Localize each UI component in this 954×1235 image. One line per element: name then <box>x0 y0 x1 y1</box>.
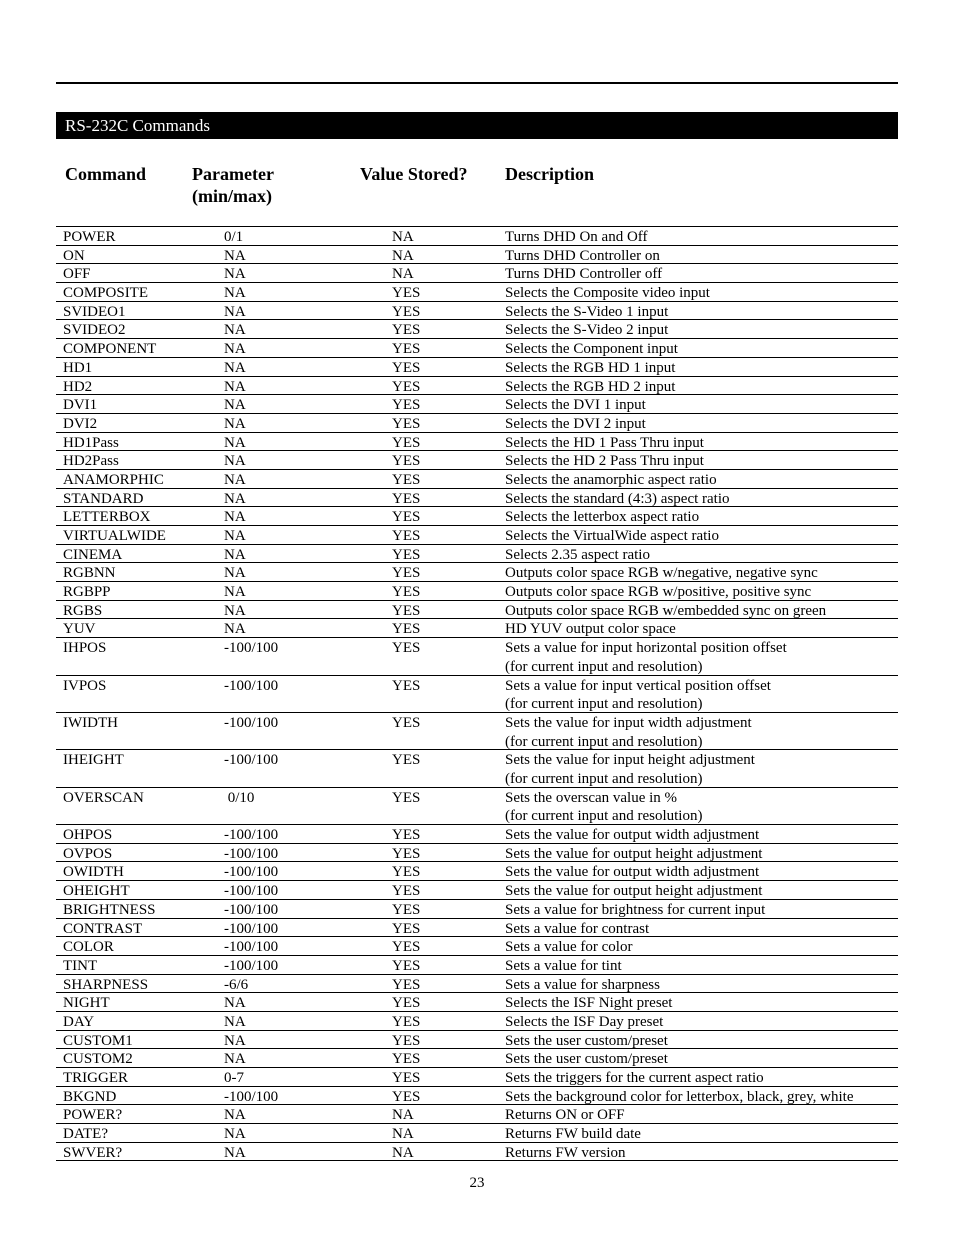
command-cell: IHEIGHT <box>63 752 124 769</box>
header-parameter-line1: Parameter <box>192 164 274 184</box>
description-cell: Sets the triggers for the current aspect ratio <box>505 1070 764 1087</box>
table-row <box>56 339 898 358</box>
value-stored-cell: YES <box>392 471 421 488</box>
description-cell: Returns FW version <box>505 1144 626 1161</box>
description-cell: Selects the Composite video input <box>505 285 710 302</box>
description-cell: Sets the user custom/preset <box>505 1051 668 1068</box>
parameter-cell: NA <box>224 397 246 414</box>
command-cell: SVIDEO1 <box>63 303 126 320</box>
table-row <box>56 302 898 321</box>
description-cell: Outputs color space RGB w/embedded sync on green <box>505 602 827 619</box>
table-row <box>56 750 898 787</box>
description-line2: (for current input and resolution) <box>505 733 703 750</box>
header-value-stored: Value Stored? <box>360 164 468 184</box>
table-row <box>56 433 898 452</box>
parameter-cell: NA <box>224 621 246 638</box>
parameter-cell: NA <box>224 1032 246 1049</box>
description-cell: Selects the letterbox aspect ratio <box>505 509 700 526</box>
value-stored-cell: YES <box>392 920 421 937</box>
parameter-cell: NA <box>224 528 246 544</box>
description-cell: Sets a value for color <box>505 939 633 956</box>
table-row <box>56 862 898 881</box>
value-stored-cell: YES <box>392 752 421 769</box>
description-cell: Sets the value for output width adjustment <box>505 864 760 881</box>
table-row <box>56 545 898 564</box>
description-line1: Sets a value for input vertical position offset <box>505 677 771 694</box>
table-row <box>56 1068 898 1087</box>
header-parameter <box>192 163 274 207</box>
command-cell: HD2Pass <box>63 453 119 470</box>
command-cell: RGBNN <box>63 565 116 582</box>
description-cell: Sets the user custom/preset <box>505 1032 668 1049</box>
description-cell <box>505 789 702 826</box>
value-stored-cell: YES <box>392 415 421 432</box>
table-row <box>56 582 898 601</box>
parameter-cell: NA <box>224 247 246 264</box>
table-row <box>56 526 898 545</box>
command-cell: OWIDTH <box>63 864 124 881</box>
header-parameter-line2: (min/max) <box>192 186 272 206</box>
description-cell: Sets a value for sharpness <box>505 976 660 993</box>
command-cell: BKGND <box>63 1088 117 1105</box>
description-cell: Selects the RGB HD 2 input <box>505 378 676 395</box>
table-row <box>56 395 898 414</box>
command-cell: POWER <box>63 229 116 245</box>
table-row <box>56 638 898 675</box>
value-stored-cell: YES <box>392 359 421 376</box>
top-rule <box>56 82 898 84</box>
value-stored-cell: YES <box>392 490 421 507</box>
table-row <box>56 825 898 844</box>
parameter-cell: 0/10 <box>224 789 255 806</box>
parameter-cell: NA <box>224 1144 246 1161</box>
value-stored-cell: YES <box>392 883 421 900</box>
parameter-cell: NA <box>224 434 246 451</box>
description-cell: Turns DHD Controller off <box>505 266 663 283</box>
table-row <box>56 320 898 339</box>
parameter-cell: -100/100 <box>224 957 279 974</box>
command-cell: SVIDEO2 <box>63 322 126 339</box>
description-cell: Sets a value for tint <box>505 957 622 974</box>
description-line1: Sets the value for input width adjustment <box>505 714 752 731</box>
description-cell: Returns ON or OFF <box>505 1107 625 1124</box>
parameter-cell: NA <box>224 471 246 488</box>
command-cell: HD2 <box>63 378 93 395</box>
header-command: Command <box>65 164 147 184</box>
command-cell: VIRTUALWIDE <box>63 528 166 544</box>
value-stored-cell: YES <box>392 397 421 414</box>
value-stored-cell: YES <box>392 827 421 844</box>
value-stored-cell: YES <box>392 602 421 619</box>
parameter-cell: -100/100 <box>224 714 279 731</box>
value-stored-cell: YES <box>392 677 421 694</box>
table-row <box>56 956 898 975</box>
parameter-cell: NA <box>224 1126 246 1143</box>
value-stored-cell: YES <box>392 341 421 358</box>
table-row <box>56 451 898 470</box>
command-cell: COLOR <box>63 939 114 956</box>
description-cell: HD YUV output color space <box>505 621 676 638</box>
description-cell: Selects the VirtualWide aspect ratio <box>505 528 719 544</box>
parameter-cell: -100/100 <box>224 864 279 881</box>
parameter-cell: NA <box>224 378 246 395</box>
parameter-cell: -100/100 <box>224 677 279 694</box>
value-stored-cell: YES <box>392 939 421 956</box>
parameter-cell: 0-7 <box>224 1070 244 1087</box>
value-stored-cell: YES <box>392 1051 421 1068</box>
header-description: Description <box>505 164 594 184</box>
value-stored-cell: YES <box>392 285 421 302</box>
description-cell: Turns DHD Controller on <box>505 247 660 264</box>
table-row <box>56 1105 898 1124</box>
parameter-cell: NA <box>224 303 246 320</box>
command-cell: COMPONENT <box>63 341 157 358</box>
parameter-cell: NA <box>224 359 246 376</box>
command-cell: COMPOSITE <box>63 285 149 302</box>
parameter-cell: NA <box>224 602 246 619</box>
table-row <box>56 470 898 489</box>
table-row <box>56 619 898 638</box>
command-cell: RGBPP <box>63 584 111 601</box>
description-cell: Outputs color space RGB w/negative, negative sync <box>505 565 818 582</box>
description-line2: (for current input and resolution) <box>505 658 703 675</box>
table-row <box>56 601 898 620</box>
command-cell: IVPOS <box>63 677 107 694</box>
description-line2: (for current input and resolution) <box>505 696 703 713</box>
table-row <box>56 414 898 433</box>
command-cell: SHARPNESS <box>63 976 149 993</box>
command-cell: CUSTOM2 <box>63 1051 133 1068</box>
description-cell: Turns DHD On and Off <box>505 229 648 245</box>
parameter-cell: NA <box>224 285 246 302</box>
description-cell: Selects the DVI 2 input <box>505 415 646 432</box>
parameter-cell: -6/6 <box>224 976 249 993</box>
command-cell: HD1 <box>63 359 93 376</box>
parameter-cell: NA <box>224 584 246 601</box>
parameter-cell: 0/1 <box>224 229 244 245</box>
table-row <box>56 1124 898 1143</box>
command-cell: ON <box>63 247 85 264</box>
description-cell <box>505 714 752 751</box>
table-row <box>56 1031 898 1050</box>
description-cell: Selects the HD 2 Pass Thru input <box>505 453 704 470</box>
description-cell: Selects the Component input <box>505 341 678 358</box>
command-cell: DVI1 <box>63 397 98 414</box>
section-title-bar: RS-232C Commands <box>56 112 898 139</box>
value-stored-cell: YES <box>392 453 421 470</box>
parameter-cell: -100/100 <box>224 939 279 956</box>
description-cell: Selects the ISF Night preset <box>505 995 673 1012</box>
value-stored-cell: YES <box>392 565 421 582</box>
table-row <box>56 246 898 265</box>
value-stored-cell: NA <box>392 1107 414 1124</box>
table-row <box>56 676 898 713</box>
value-stored-cell: NA <box>392 1126 414 1143</box>
value-stored-cell: YES <box>392 995 421 1012</box>
table-row <box>56 975 898 994</box>
parameter-cell: -100/100 <box>224 845 279 862</box>
table-row <box>56 1049 898 1068</box>
command-table <box>56 227 898 1161</box>
description-cell: Outputs color space RGB w/positive, positive sync <box>505 584 812 601</box>
table-row <box>56 919 898 938</box>
description-line1: Sets a value for input horizontal position offset <box>505 640 787 657</box>
description-cell <box>505 639 787 676</box>
command-cell: DVI2 <box>63 415 98 432</box>
table-row <box>56 358 898 377</box>
value-stored-cell: YES <box>392 1070 421 1087</box>
table-row <box>56 788 898 825</box>
parameter-cell: -100/100 <box>224 640 279 657</box>
value-stored-cell: YES <box>392 303 421 320</box>
value-stored-cell: YES <box>392 864 421 881</box>
parameter-cell: -100/100 <box>224 883 279 900</box>
command-cell: OVERSCAN <box>63 789 144 806</box>
parameter-cell: -100/100 <box>224 901 279 918</box>
table-row <box>56 1087 898 1106</box>
description-cell: Selects the S-Video 2 input <box>505 322 669 339</box>
page-number: 23 <box>469 1175 485 1191</box>
table-row <box>56 227 898 246</box>
command-cell: POWER? <box>63 1107 123 1124</box>
command-cell: OFF <box>63 266 91 283</box>
table-row <box>56 1012 898 1031</box>
description-line2: (for current input and resolution) <box>505 808 703 825</box>
table-row <box>56 713 898 750</box>
command-cell: NIGHT <box>63 995 110 1012</box>
value-stored-cell: YES <box>392 789 421 806</box>
parameter-cell: -100/100 <box>224 920 279 937</box>
value-stored-cell: YES <box>392 845 421 862</box>
parameter-cell: NA <box>224 453 246 470</box>
value-stored-cell: YES <box>392 434 421 451</box>
description-cell: Selects the RGB HD 1 input <box>505 359 676 376</box>
command-cell: DATE? <box>63 1126 108 1143</box>
description-cell: Returns FW build date <box>505 1126 641 1143</box>
command-cell: IHPOS <box>63 640 107 657</box>
parameter-cell: NA <box>224 341 246 358</box>
command-cell: BRIGHTNESS <box>63 901 156 918</box>
table-row <box>56 844 898 863</box>
description-line1: Sets the value for input height adjustment <box>505 752 755 769</box>
command-cell: TRIGGER <box>63 1070 128 1087</box>
value-stored-cell: YES <box>392 322 421 339</box>
description-cell: Selects 2.35 aspect ratio <box>505 546 650 563</box>
command-cell: RGBS <box>63 602 103 619</box>
description-cell: Sets a value for brightness for current input <box>505 901 766 918</box>
value-stored-cell: YES <box>392 1013 421 1030</box>
description-cell: Selects the HD 1 Pass Thru input <box>505 434 704 451</box>
command-cell: OHPOS <box>63 827 113 844</box>
parameter-cell: NA <box>224 415 246 432</box>
value-stored-cell: YES <box>392 1032 421 1049</box>
value-stored-cell: YES <box>392 714 421 731</box>
value-stored-cell: YES <box>392 584 421 601</box>
command-cell: OHEIGHT <box>63 883 130 900</box>
command-cell: OVPOS <box>63 845 113 862</box>
description-cell: Selects the anamorphic aspect ratio <box>505 471 717 488</box>
description-cell <box>505 677 771 714</box>
command-cell: IWIDTH <box>63 714 118 731</box>
command-cell: SWVER? <box>63 1144 123 1161</box>
parameter-cell: NA <box>224 266 246 283</box>
description-cell: Selects the ISF Day preset <box>505 1013 664 1030</box>
table-row <box>56 489 898 508</box>
value-stored-cell: YES <box>392 1088 421 1105</box>
parameter-cell: NA <box>224 1051 246 1068</box>
parameter-cell: -100/100 <box>224 1088 279 1105</box>
parameter-cell: NA <box>224 1107 246 1124</box>
value-stored-cell: NA <box>392 1144 414 1161</box>
command-cell: CONTRAST <box>63 920 143 937</box>
description-cell: Sets the background color for letterbox, black, grey, white <box>505 1088 854 1105</box>
command-cell: ANAMORPHIC <box>63 471 164 488</box>
parameter-cell: -100/100 <box>224 752 279 769</box>
parameter-cell: NA <box>224 509 246 526</box>
parameter-cell: NA <box>224 1013 246 1030</box>
table-row <box>56 377 898 396</box>
value-stored-cell: YES <box>392 640 421 657</box>
value-stored-cell: YES <box>392 976 421 993</box>
value-stored-cell: YES <box>392 509 421 526</box>
description-line1: Sets the overscan value in % <box>505 789 678 806</box>
table-row <box>56 563 898 582</box>
description-cell <box>505 751 755 788</box>
table-row <box>56 993 898 1012</box>
table-row <box>56 507 898 526</box>
command-cell: CUSTOM1 <box>63 1032 133 1049</box>
command-cell: YUV <box>63 621 96 638</box>
parameter-cell: -100/100 <box>224 827 279 844</box>
value-stored-cell: YES <box>392 546 421 563</box>
parameter-cell: NA <box>224 565 246 582</box>
description-cell: Sets the value for output width adjustment <box>505 827 760 844</box>
value-stored-cell: NA <box>392 247 414 264</box>
value-stored-cell: YES <box>392 528 421 544</box>
table-row <box>56 937 898 956</box>
command-cell: TINT <box>63 957 98 974</box>
value-stored-cell: NA <box>392 229 414 245</box>
command-cell: STANDARD <box>63 490 144 507</box>
description-cell: Sets the value for output height adjustment <box>505 845 763 862</box>
description-cell: Selects the DVI 1 input <box>505 397 646 414</box>
value-stored-cell: NA <box>392 266 414 283</box>
parameter-cell: NA <box>224 490 246 507</box>
value-stored-cell: YES <box>392 957 421 974</box>
value-stored-cell: YES <box>392 621 421 638</box>
table-row <box>56 264 898 283</box>
table-row <box>56 1143 898 1162</box>
command-cell: CINEMA <box>63 546 123 563</box>
description-line2: (for current input and resolution) <box>505 771 703 787</box>
description-cell: Sets a value for contrast <box>505 920 650 937</box>
description-cell: Selects the standard (4:3) aspect ratio <box>505 490 730 507</box>
parameter-cell: NA <box>224 995 246 1012</box>
value-stored-cell: YES <box>392 901 421 918</box>
command-cell: DAY <box>63 1013 95 1030</box>
value-stored-cell: YES <box>392 378 421 395</box>
table-row <box>56 283 898 302</box>
parameter-cell: NA <box>224 322 246 339</box>
table-row <box>56 881 898 900</box>
command-cell: HD1Pass <box>63 434 119 451</box>
parameter-cell: NA <box>224 546 246 563</box>
table-row <box>56 900 898 919</box>
description-cell: Selects the S-Video 1 input <box>505 303 669 320</box>
command-cell: LETTERBOX <box>63 509 151 526</box>
description-cell: Sets the value for output height adjustment <box>505 883 763 900</box>
